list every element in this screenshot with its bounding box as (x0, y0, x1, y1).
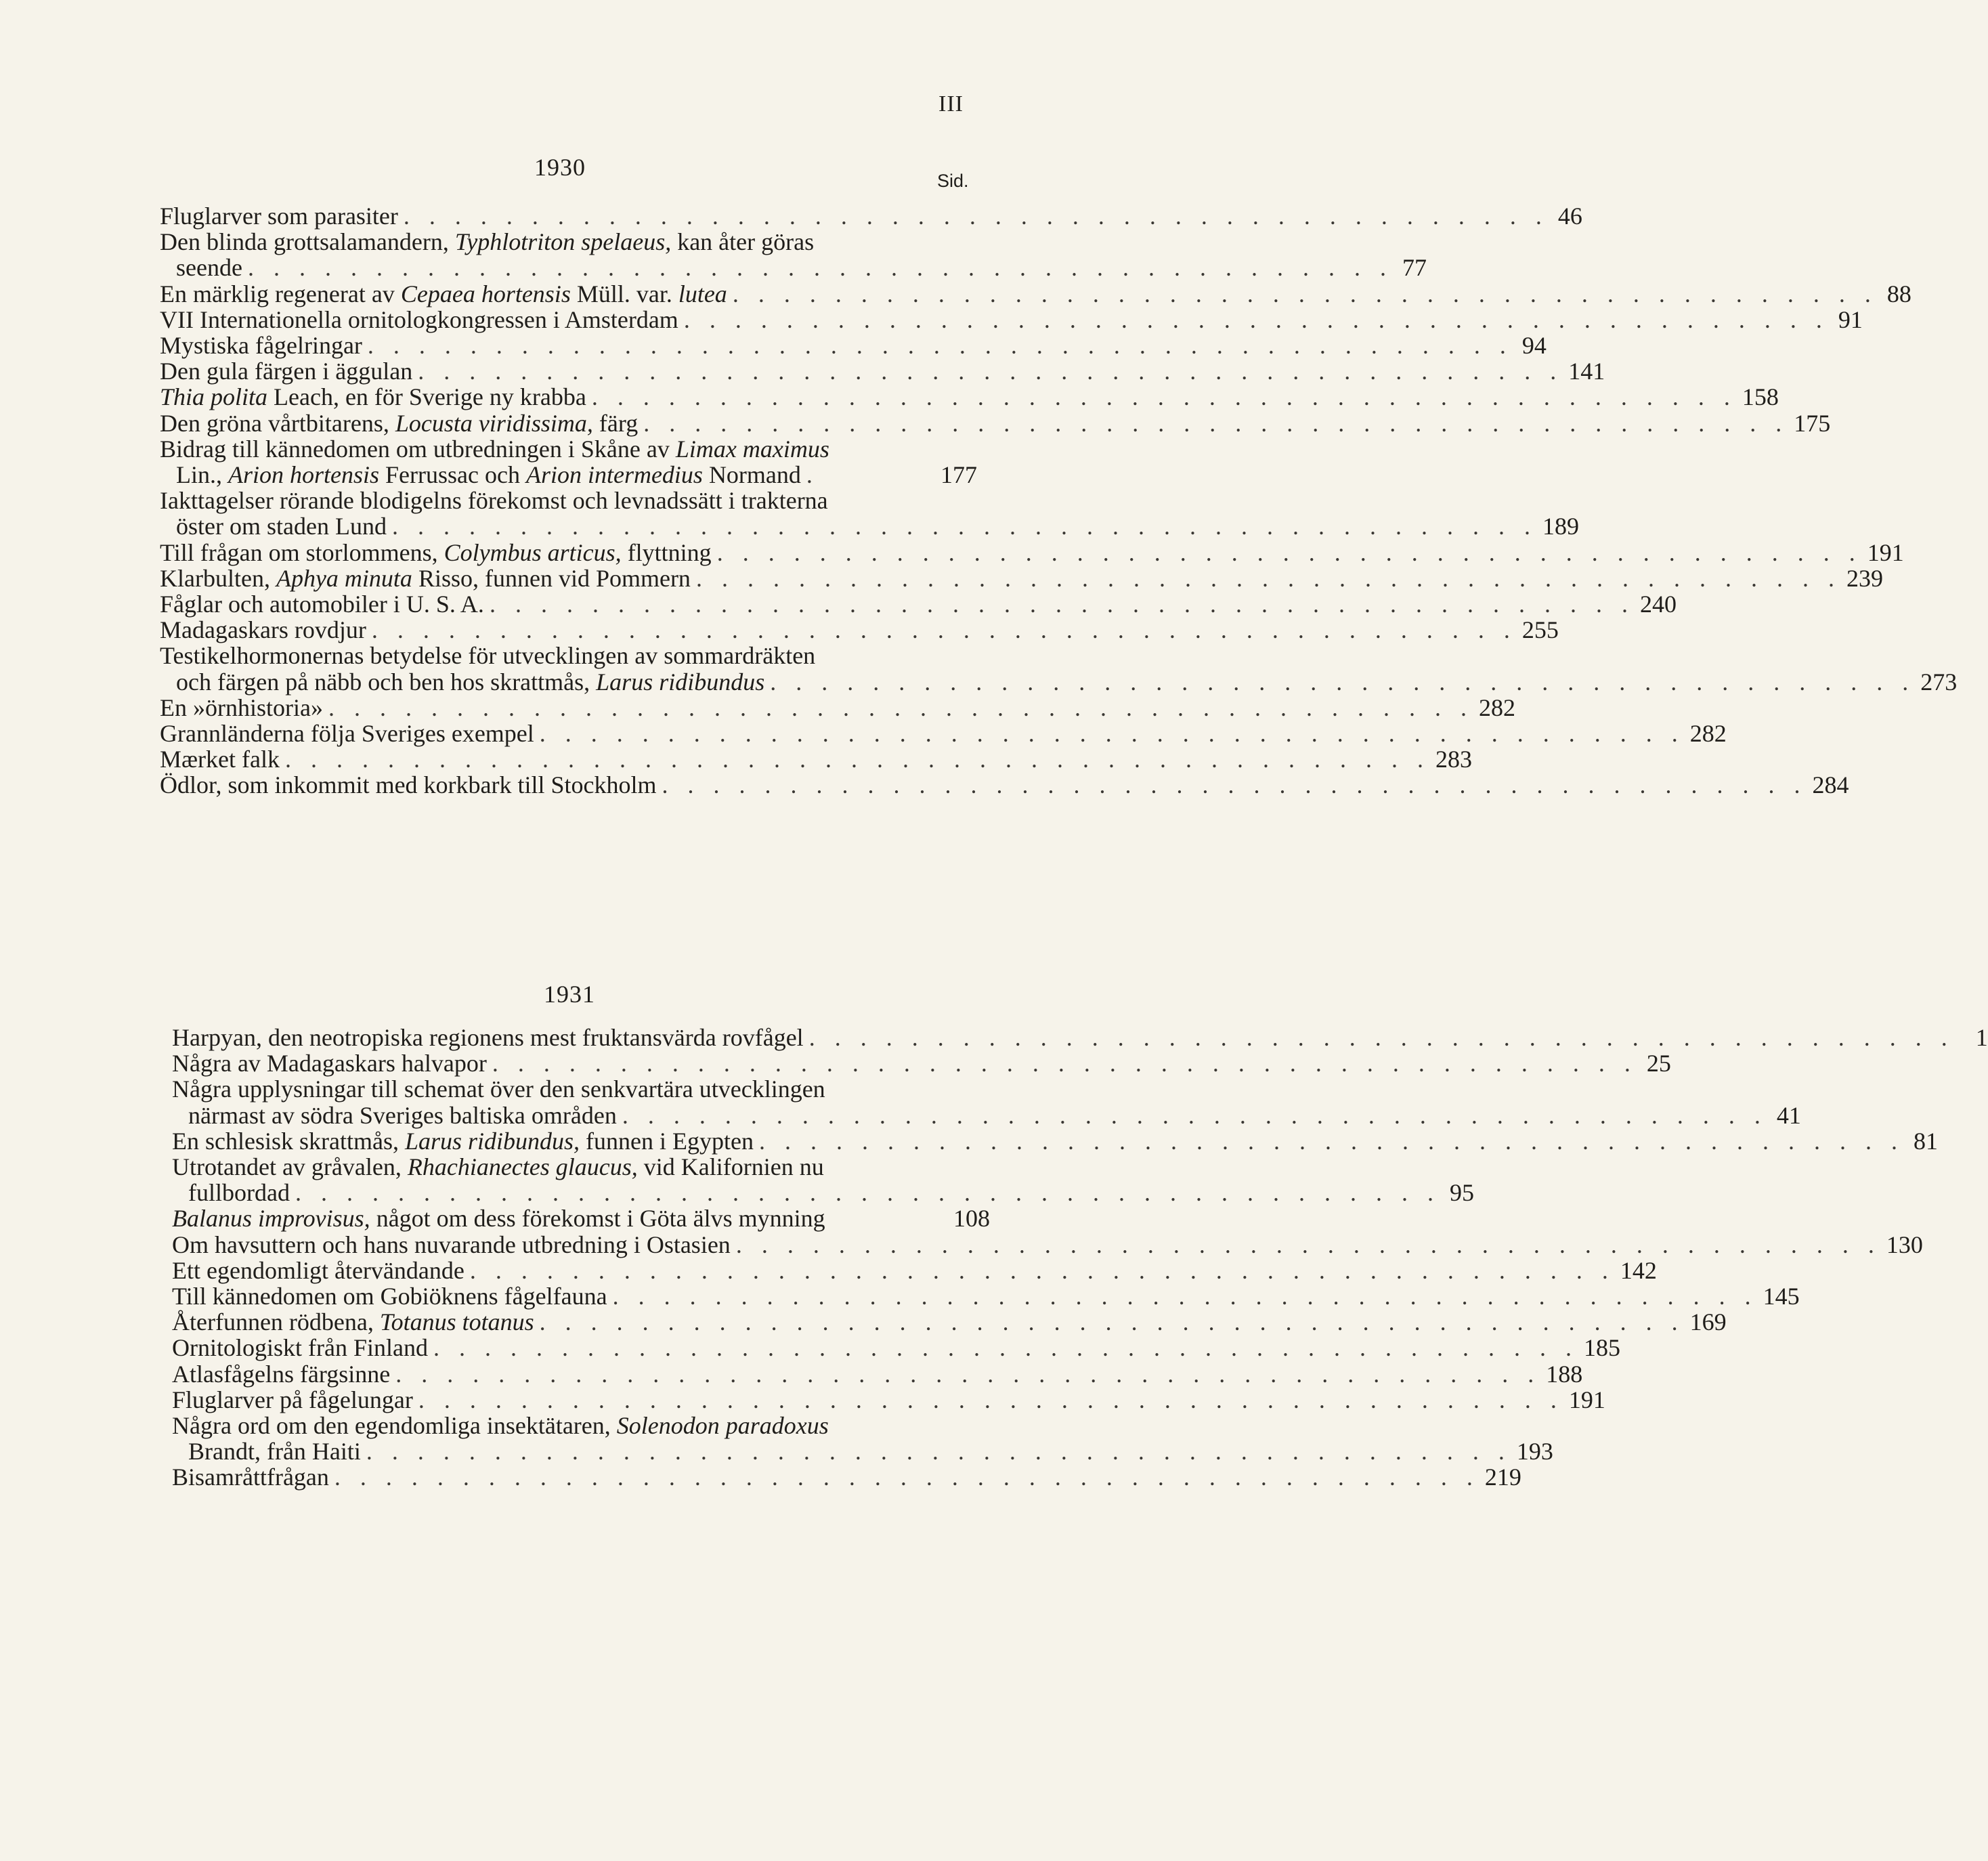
toc-entry (160, 616, 1559, 644)
entry-title (172, 1128, 754, 1154)
title-text: Iakttagelser rörande blodigelns förekomst och levnadssätt i trakterna (160, 487, 828, 515)
title-text: En »örnhistoria» (160, 693, 323, 721)
italic-species-name: Balanus improvisus, (172, 1205, 370, 1233)
italic-species-name: Thia polita (160, 383, 268, 411)
title-text: Till frågan om storlommens, (160, 538, 444, 566)
title-text: Klarbulten, (160, 564, 276, 592)
entry-title (160, 565, 691, 591)
page-ref: 88 (1886, 280, 1911, 307)
page-ref: 130 (1886, 1231, 1923, 1258)
page-ref: 81 (1913, 1127, 1938, 1155)
dot-leader: . . . . . . . . . . . . . . . . . . . . . . . . . . . . . . . . . . . . . . . . . . . . . (469, 1256, 1615, 1284)
dot-leader: . . . . . . . . . . . . . . . . . . . . . . . . . . . . . . . . . . . . . . . . . . . . . (683, 305, 1829, 333)
dot-leader: . . . . . . . . . . . . . . . . . . . . . . . . . . . . . . . . . . . . . . . . . . . . . (391, 513, 1537, 540)
title-text: flyttning (621, 538, 712, 566)
title-text: Mystiska fågelringar (160, 332, 362, 360)
italic-species-name: Totanus totanus (379, 1308, 534, 1336)
toc-entry (160, 771, 1849, 799)
title-text: Om havsuttern och hans nuvarande utbredning i Ostasien (172, 1231, 731, 1258)
title-text: Den gröna vårtbitarens, (160, 409, 395, 437)
toc-entry (172, 1283, 1800, 1310)
italic-species-name: Typhlotriton spelaeus, (454, 228, 672, 256)
toc-entry-line (160, 720, 1727, 748)
toc-entry (160, 746, 1472, 773)
toc-entry-line (160, 513, 1579, 540)
italic-species-name: Rhachianectes glaucus, (407, 1153, 638, 1181)
dot-leader: . . . . . . . . . . . . . . . . . . . . . . . . . . . . . . . . . . . . . . . . . . . . . (489, 591, 1635, 618)
toc-entry (172, 1127, 1938, 1155)
italic-species-name: Aphya minuta (276, 564, 412, 592)
title-text: Fluglarver på fågelungar (172, 1386, 413, 1413)
page-column-label: Sid. (937, 171, 969, 191)
page-ref: 108 (953, 1205, 990, 1233)
toc-entry-line (172, 1024, 1988, 1051)
title-text: Fluglarver som parasiter (160, 202, 398, 230)
entry-title (172, 1232, 731, 1258)
toc-entry-line (160, 409, 1831, 437)
entry-title (160, 358, 412, 384)
toc-entry-line (160, 280, 1911, 307)
toc-entry-line (160, 488, 977, 513)
italic-species-name: Solenodon paradoxus (616, 1412, 829, 1440)
italic-species-name: Arion hortensis (228, 461, 380, 489)
entry-title (160, 410, 638, 436)
dot-leader: . . . . . . . . . . . . . . . . . . . . . . . . . . . . . . . . . . . . . . . . . . . . . (433, 1334, 1578, 1362)
dot-leader: . . . . . . . . . . . . . . . . . . . . . . . . . . . . . . . . . . . . . . . . . . . . . (492, 1050, 1637, 1077)
page-ref: 283 (1435, 746, 1472, 773)
toc-entry-line (160, 616, 1559, 644)
page-ref: 145 (1763, 1283, 1800, 1310)
toc-entry-line (172, 1050, 1671, 1077)
toc-entry-line (172, 1127, 1938, 1155)
entry-title (176, 462, 801, 488)
toc-entry-line (172, 1386, 1605, 1413)
title-text: Några ord om den egendomliga insektätaren, (172, 1412, 617, 1440)
toc-entry-line (160, 591, 1677, 618)
title-text: Ferrussac och (379, 461, 526, 489)
toc-entry-line (172, 1101, 1801, 1129)
page-ref: 191 (1568, 1386, 1605, 1413)
toc-entry (172, 1360, 1583, 1388)
title-text: Lin., (176, 461, 228, 489)
italic-species-name: Larus ridibundus (596, 668, 765, 696)
dot-leader: . . . . . . . . . . . . . . . . . . . . . . . . . . . . . . . . . . . . . . . . . . . . . (366, 1438, 1511, 1466)
dot-leader: . . . . . . . . . . . . . . . . . . . . . . . . . . . . . . . . . . . . . . . . . . . . . (395, 1360, 1541, 1388)
page-ref: 193 (1516, 1438, 1553, 1466)
page-ref: 95 (1449, 1179, 1474, 1207)
italic-species-name: Cepaea hortensis (400, 280, 571, 307)
entry-title (172, 1413, 829, 1438)
title-text: Ett egendomligt återvändande (172, 1256, 464, 1284)
entry-title (172, 1309, 534, 1335)
title-text: Fåglar och automobiler i U. S. A. (160, 591, 484, 618)
title-text: Till kännedomen om Gobiöknens fågelfauna (172, 1283, 607, 1310)
page-ref: 41 (1776, 1101, 1801, 1129)
entry-title (188, 1103, 617, 1128)
page-ref: 46 (1557, 202, 1582, 230)
page-ref: 239 (1846, 564, 1883, 592)
entry-title (188, 1438, 361, 1464)
section-year-1931: 1931 (544, 981, 595, 1008)
page-ref: 284 (1812, 771, 1849, 799)
page-ref: 77 (1402, 254, 1427, 282)
title-text: Brandt, från Haiti (188, 1438, 361, 1466)
page-ref: 282 (1478, 693, 1515, 721)
title-text: Madagaskars rovdjur (160, 616, 366, 644)
entry-title (160, 746, 280, 772)
toc-entry-line (160, 202, 1582, 230)
page-ref: 175 (1794, 409, 1831, 437)
toc-entry-line (172, 1256, 1657, 1284)
toc-entry-line (160, 305, 1863, 333)
toc-entry (172, 1386, 1605, 1413)
italic-species-name: Colymbus articus, (444, 538, 622, 566)
toc-entry (160, 720, 1727, 748)
title-text: Bidrag till kännedomen om utbredningen i Skåne av (160, 435, 676, 463)
title-text: Några upplysningar till schemat över den senkvartära utvecklingen (172, 1075, 825, 1103)
title-text: och färgen på näbb och ben hos skrattmås, (176, 668, 597, 696)
toc-entry (160, 591, 1677, 618)
entry-title (160, 384, 586, 410)
title-text: Några av Madagaskars halvapor (172, 1050, 487, 1077)
toc-entry (160, 642, 1958, 696)
toc-entry-line (160, 746, 1472, 773)
entry-title (172, 1361, 390, 1387)
entry-title (160, 721, 534, 746)
page-ref: 177 (941, 461, 977, 489)
toc-entry (160, 538, 1904, 566)
page-ref: 1 (1975, 1024, 1988, 1051)
entry-title (160, 540, 712, 565)
dot-leader: . . . . . . . . . . . . . . . . . . . . . . . . . . . . . . . . . . . . . . . . . . . . . (612, 1283, 1758, 1310)
toc-entry-line (172, 1360, 1583, 1388)
page-ref: 273 (1920, 668, 1958, 696)
toc-section-1930 (160, 202, 1958, 799)
dot-leader: . . . . . . . . . . . . . . . . . . . . . . . . . . . . . . . . . . . . . . . . . . . . . (328, 693, 1473, 721)
dot-leader: . . . . . . . . . . . . . . . . . . . . . . . . . . . . . . . . . . . . . . . . . . . . . (403, 202, 1549, 230)
entry-title (188, 1180, 290, 1205)
title-text: Den gula färgen i äggulan (160, 358, 413, 385)
title-text: seende (176, 254, 242, 282)
page-number: III (938, 91, 964, 116)
dot-leader: . . . . . . . . . . . . . . . . . . . . . . . . . . . . . . . . . . . . . . . . . . . . . (367, 332, 1513, 360)
dot-leader: . . . . . . . . . . . . . . . . . . . . . . . . . . . . . . . . . . . . . . . . . . . . . (284, 746, 1430, 773)
entry-title (172, 1025, 804, 1050)
toc-entry (172, 1256, 1657, 1284)
toc-entry (172, 1463, 1521, 1491)
italic-species-name: Limax maximus (675, 435, 829, 463)
toc-entry (172, 1075, 1801, 1129)
entry-title (160, 617, 366, 643)
toc-entry-line (160, 538, 1904, 566)
toc-entry (160, 693, 1515, 721)
dot-leader: . (806, 461, 819, 489)
dot-leader: . . . . . . . . . . . . . . . . . . . . . . . . . . . . . . . . . . . . . . . . . . . . . (591, 383, 1737, 411)
toc-entry-line (172, 1438, 1553, 1466)
toc-entry-line (172, 1154, 990, 1180)
title-text: Utrotandet av gråvalen, (172, 1153, 408, 1181)
page-ref: 91 (1838, 305, 1863, 333)
toc-entry (172, 1231, 1923, 1258)
toc-entry (172, 1334, 1620, 1362)
title-text: Müll. var. (570, 280, 678, 307)
toc-entry (172, 1308, 1727, 1336)
dot-leader: . . . . . . . . . . . . . . . . . . . . . . . . . . . . . . . . . . . . . . . . . . . . . (371, 616, 1517, 644)
page-ref: 255 (1521, 616, 1559, 644)
toc-entry-line (172, 1205, 990, 1231)
title-text: vid Kalifornien nu (637, 1153, 824, 1181)
entry-title (172, 1464, 329, 1490)
title-text: fullbordad (188, 1179, 290, 1207)
title-text: kan åter göras (671, 228, 815, 256)
entry-title (160, 229, 814, 255)
toc-entry (160, 202, 1582, 230)
entry-title (160, 772, 657, 798)
page-ref: 25 (1646, 1050, 1671, 1077)
toc-entry-line (172, 1231, 1923, 1258)
toc-entry-line (160, 771, 1849, 799)
title-text: Ödlor, som inkommit med korkbark till Stockholm (160, 771, 657, 799)
dot-leader: . . . . . . . . . . . . . . . . . . . . . . . . . . . . . . . . . . . . . . . . . . . . . (539, 720, 1685, 748)
page-ref: 219 (1484, 1463, 1521, 1491)
entry-title (160, 307, 678, 333)
toc-entry-line (172, 1076, 990, 1102)
title-text: öster om staden Lund (176, 513, 387, 540)
entry-title (160, 591, 484, 617)
entry-title (176, 513, 387, 539)
title-text: Normand (702, 461, 801, 489)
section-year-1930: 1930 (534, 154, 586, 181)
toc-entry-line (160, 229, 977, 255)
entry-title (160, 281, 727, 307)
title-text: Testikelhormonernas betydelse för utvecklingen av sommardräkten (160, 642, 816, 670)
italic-species-name: Larus ridibundus, (404, 1127, 580, 1155)
toc-entry (160, 332, 1547, 360)
entry-title (172, 1076, 825, 1102)
toc-entry-line (172, 1179, 1474, 1207)
dot-leader: . . . . . . . . . . . . . . . . . . . . . . . . . . . . . . . . . . . . . . . . . . . . . (295, 1179, 1440, 1207)
entry-title (172, 1258, 464, 1283)
entry-title (160, 643, 815, 668)
title-text: Grannländerna följa Sveriges exempel (160, 720, 534, 748)
page-ref: 94 (1521, 332, 1547, 360)
title-text: En schlesisk skrattmås, (172, 1127, 405, 1155)
dot-leader: . . . . . . . . . . . . . . . . . . . . . . . . . . . . . . . . . . . . . . . . . . . . . (247, 254, 1393, 282)
toc-entry (160, 383, 1779, 411)
toc-entry-line (172, 1463, 1521, 1491)
toc-entry-line (160, 564, 1883, 592)
dot-leader: . . . . . . . . . . . . . . . . . . . . . . . . . . . . . . . . . . . . . . . . . . . . . (334, 1463, 1479, 1491)
title-text: Leach, en för Sverige ny krabba (267, 383, 586, 411)
toc-section-1931 (172, 1024, 1988, 1491)
italic-species-name: lutea (678, 280, 727, 307)
entry-title (160, 695, 323, 721)
page-ref: 188 (1546, 1360, 1583, 1388)
title-text: Den blinda grottsalamandern, (160, 228, 455, 256)
title-text: VII Internationella ornitologkongressen i Amsterdam (160, 305, 678, 333)
toc-entry-line (172, 1283, 1800, 1310)
title-text: En märklig regenerat av (160, 280, 401, 307)
title-text: Harpyan, den neotropiska regionens mest fruktansvärda rovfågel (172, 1024, 804, 1051)
dot-leader: . . . . . . . . . . . . . . . . . . . . . . . . . . . . . . . . . . . . . . . . . . . . . (716, 538, 1862, 566)
page-ref: 282 (1689, 720, 1727, 748)
page-ref: 158 (1742, 383, 1779, 411)
toc-entry (172, 1153, 1474, 1207)
toc-entry-line (160, 462, 977, 488)
italic-species-name: Arion intermedius (525, 461, 703, 489)
toc-entry-line (172, 1413, 990, 1438)
dot-leader: . . . . . . . . . . . . . . . . . . . . . . . . . . . . . . . . . . . . . . . . . . . . . (539, 1308, 1685, 1336)
toc-entry (160, 409, 1831, 437)
toc-entry (160, 487, 1579, 540)
toc-entry (160, 564, 1883, 592)
entry-title (160, 436, 829, 462)
toc-entry (172, 1412, 1553, 1466)
dot-leader: . . . . . . . . . . . . . . . . . . . . . . . . . . . . . . . . . . . . . . . . . . . . . (418, 358, 1563, 385)
toc-entry (172, 1024, 1988, 1051)
toc-entry (172, 1205, 990, 1231)
entry-title (160, 333, 362, 358)
entry-title (172, 1205, 825, 1231)
toc-entry-line (160, 668, 1958, 696)
toc-entry-line (172, 1334, 1620, 1362)
toc-entry (160, 305, 1863, 333)
toc-entry (160, 228, 1427, 282)
page-ref: 169 (1689, 1308, 1727, 1336)
dot-leader: . . . . . . . . . . . . . . . . . . . . . . . . . . . . . . . . . . . . . . . . . . . . . (808, 1024, 1954, 1051)
title-text: Bisamråttfrågan (172, 1463, 329, 1491)
toc-entry-line (160, 358, 1605, 385)
dot-leader: . . . . . . . . . . . . . . . . . . . . . . . . . . . . . . . . . . . . . . . . . . . . . (732, 280, 1878, 307)
page-ref: 142 (1620, 1256, 1657, 1284)
toc-entry (160, 358, 1605, 385)
toc-entry-line (160, 332, 1547, 360)
dot-leader: . . . . . . . . . . . . . . . . . . . . . . . . . . . . . . . . . . . . . . . . . . . . . (418, 1386, 1563, 1413)
title-text: närmast av södra Sveriges baltiska områden (188, 1101, 617, 1129)
title-text: Atlasfågelns färgsinne (172, 1360, 391, 1388)
title-text: färg (592, 409, 639, 437)
entry-title (172, 1154, 824, 1180)
page-ref: 240 (1639, 591, 1677, 618)
title-text: funnen i Egypten (580, 1127, 754, 1155)
page-ref: 191 (1867, 538, 1904, 566)
entry-title (176, 669, 764, 695)
entry-title (160, 488, 828, 513)
title-text: Risso, funnen vid Pommern (412, 564, 691, 592)
entry-title (160, 203, 398, 229)
entry-title (172, 1387, 413, 1413)
toc-entry-line (160, 693, 1515, 721)
dot-leader: . . . . . . . . . . . . . . . . . . . . . . . . . . . . . . . . . . . . . . . . . . . . . (735, 1231, 1881, 1258)
entry-title (172, 1335, 428, 1361)
toc-entry-line (160, 254, 1427, 282)
dot-leader: . . . . . . . . . . . . . . . . . . . . . . . . . . . . . . . . . . . . . . . . . . . . . (643, 409, 1789, 437)
page-ref: 141 (1568, 358, 1605, 385)
dot-leader: . . . . . . . . . . . . . . . . . . . . . . . . . . . . . . . . . . . . . . . . . . . . . (695, 564, 1841, 592)
toc-entry-line (172, 1308, 1727, 1336)
page-ref: 189 (1542, 513, 1579, 540)
toc-entry (160, 280, 1911, 307)
dot-leader: . . . . . . . . . . . . . . . . . . . . . . . . . . . . . . . . . . . . . . . . . . . . . (622, 1101, 1767, 1129)
entry-title (172, 1283, 607, 1309)
toc-entry (172, 1050, 1671, 1077)
dot-leader: . . . . . . . . . . . . . . . . . . . . . . . . . . . . . . . . . . . . . . . . . . . . . (758, 1127, 1904, 1155)
title-text: Ornitologiskt från Finland (172, 1334, 428, 1362)
page-ref: 185 (1583, 1334, 1620, 1362)
toc-entry-line (160, 643, 977, 668)
italic-species-name: Locusta viridissima, (395, 409, 593, 437)
dot-leader: . . . . . . . . . . . . . . . . . . . . . . . . . . . . . . . . . . . . . . . . . . . . . (770, 668, 1916, 696)
toc-entry-line (160, 436, 977, 462)
dot-leader: . . . . . . . . . . . . . . . . . . . . . . . . . . . . . . . . . . . . . . . . . . . . . (662, 771, 1807, 799)
title-text: Återfunnen rödbena, (172, 1308, 380, 1336)
title-text: något om dess förekomst i Göta älvs mynning (370, 1205, 825, 1233)
title-text: Mærket falk (160, 746, 280, 773)
entry-title (172, 1050, 487, 1076)
toc-entry (160, 436, 977, 488)
entry-title (176, 255, 242, 280)
toc-entry-line (160, 383, 1779, 411)
